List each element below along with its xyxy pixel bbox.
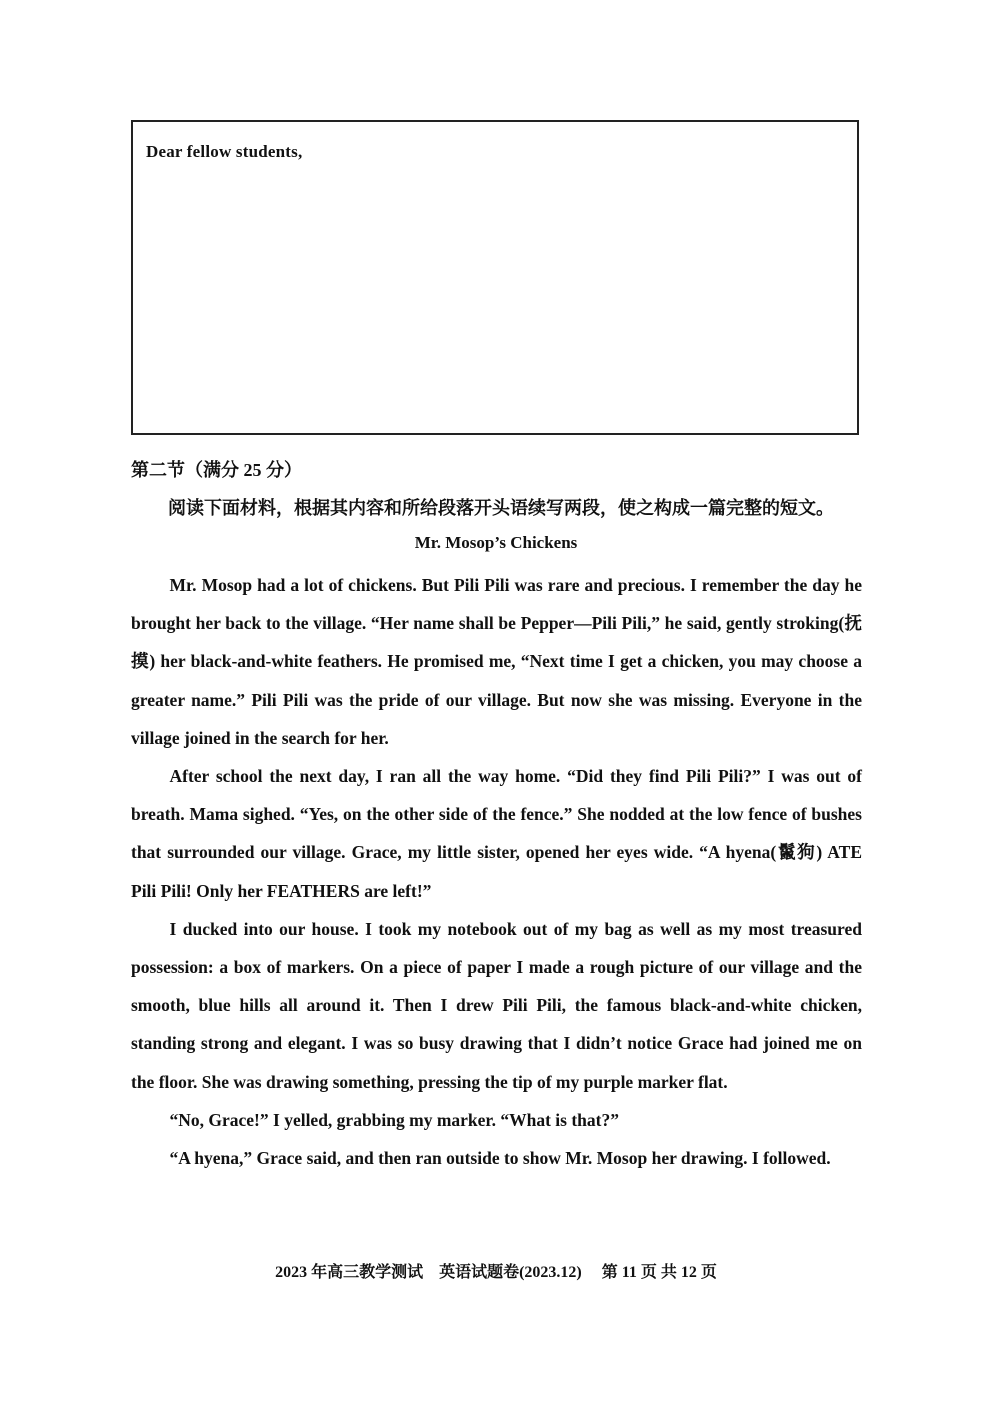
- footer-page-info: 第 11 页 共 12 页: [601, 1264, 717, 1281]
- footer-exam-name: 2023 年高三教学测试 英语试题卷(2023.12): [275, 1264, 582, 1281]
- salutation: Dear fellow students,: [146, 142, 303, 161]
- story-paragraph-2: After school the next day, I ran all the way home. “Did they find Pili Pili?” I was out of breath. Mama sighed. “Yes, on the other side of the fence.” She nodded at the low fence of bushes that surrounded our village. Grace, my little sister, opened her eyes wide. “A hyena(鬣狗) ATE Pili Pili! Only her FEATHERS are left!”: [131, 766, 862, 901]
- story-paragraph-3: I ducked into our house. I took my notebook out of my bag as well as my most treasured possession: a box of markers. On a piece of paper I made a rough picture of our village and the smooth, blue hills all around it. Then I drew Pili Pili, the famous black-and-white chicken, standing strong and elegant. I was so busy drawing that I didn’t notice Grace had joined me on the floor. She was drawing something, pressing the tip of my purple marker flat.: [131, 918, 862, 1092]
- story-title: Mr. Mosop’s Chickens: [414, 533, 578, 552]
- story-paragraph-4: “No, Grace!” I yelled, grabbing my marker. “What is that?”: [169, 1109, 619, 1130]
- section-heading: 第二节（满分 25 分）: [131, 460, 302, 480]
- story-body: [131, 566, 862, 1177]
- story-paragraph-1: Mr. Mosop had a lot of chickens. But Pili Pili was rare and precious. I remember the day he brought her back to the village. “Her name shall be Pepper—Pili Pili,” he said, gently stroking(抚摸) her black-and-white feathers. He promised me, “Next time I get a chicken, you may choose a greater name.” Pili Pili was the pride of our village. But now she was missing. Everyone in the village joined in the search for her.: [131, 575, 862, 748]
- writing-answer-box: [131, 120, 859, 435]
- section-instruction: 阅读下面材料，根据其内容和所给段落开头语续写两段，使之构成一篇完整的短文。: [168, 498, 834, 518]
- page-footer: [0, 1259, 992, 1282]
- story-paragraph-5: “A hyena,” Grace said, and then ran outside to show Mr. Mosop her drawing. I followed.: [169, 1148, 831, 1169]
